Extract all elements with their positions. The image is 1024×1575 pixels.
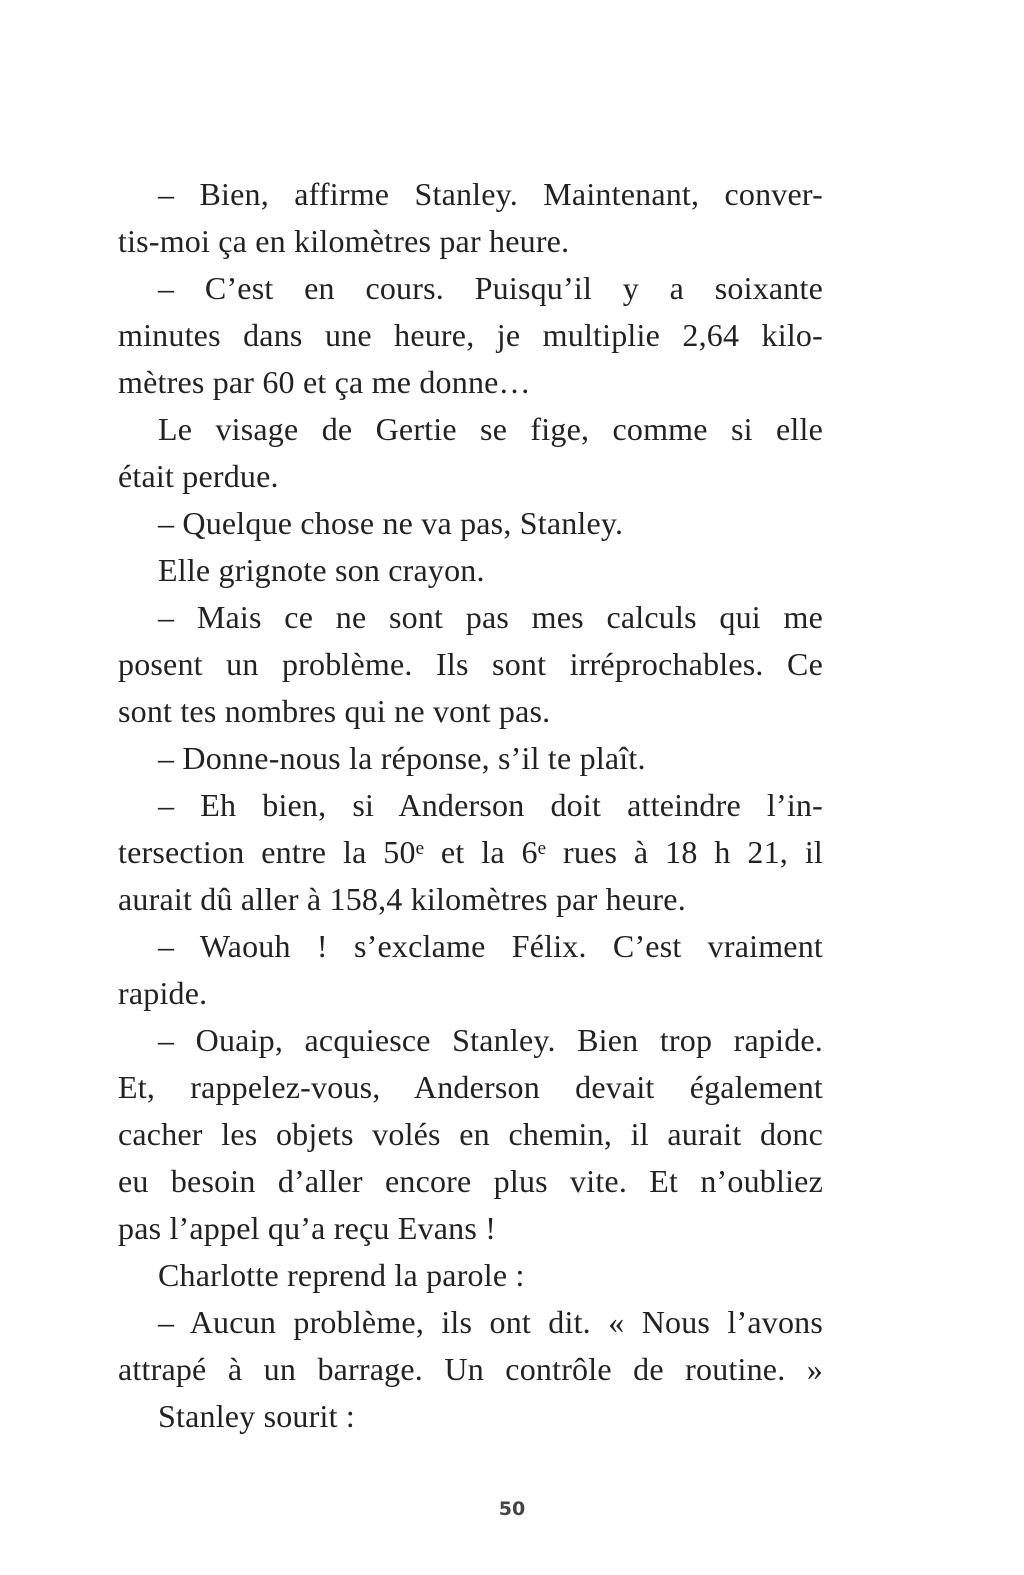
text-line: rapide. <box>118 975 208 1011</box>
text-line: aurait dû aller à 158,4 kilomètres par heure. <box>118 881 686 917</box>
text-line: Le visage de Gertie se fige, comme si elle <box>158 411 823 447</box>
text-line: posent un problème. Ils sont irréprochables. Ce <box>118 646 823 682</box>
text-line: – Mais ce ne sont pas mes calculs qui me <box>158 599 823 635</box>
text-line: tis-moi ça en kilomètres par heure. <box>118 223 570 259</box>
text-line: – Bien, affirme Stanley. Maintenant, conver- <box>158 176 823 212</box>
text-line: Stanley sourit : <box>158 1398 355 1434</box>
text-line: – Eh bien, si Anderson doit atteindre l’in- <box>158 787 823 823</box>
text-line: – Quelque chose ne va pas, Stanley. <box>158 505 624 541</box>
text-line: eu besoin d’aller encore plus vite. Et n’oubliez <box>118 1163 823 1199</box>
text-line: était perdue. <box>118 458 279 494</box>
text-line: – Waouh ! s’exclame Félix. C’est vraiment <box>158 928 823 964</box>
text-line: tersection entre la 50ᵉ et la 6ᵉ rues à 18 h 21, il <box>118 834 823 870</box>
text-line: Charlotte reprend la parole : <box>158 1257 525 1293</box>
text-line: attrapé à un barrage. Un contrôle de routine. » <box>118 1351 823 1387</box>
text-line: – Aucun problème, ils ont dit. « Nous l’avons <box>158 1304 823 1340</box>
text-line: minutes dans une heure, je multiplie 2,64 kilo- <box>118 317 823 353</box>
text-line: pas l’appel qu’a reçu Evans ! <box>118 1210 497 1246</box>
text-line: – Donne-nous la réponse, s’il te plaît. <box>158 740 646 776</box>
text-line: – C’est en cours. Puisqu’il y a soixante <box>158 270 823 306</box>
text-line: Elle grignote son crayon. <box>158 552 485 588</box>
text-line: – Ouaip, acquiesce Stanley. Bien trop rapide. <box>158 1022 823 1058</box>
text-line: Et, rappelez-vous, Anderson devait également <box>118 1069 823 1105</box>
text-line: cacher les objets volés en chemin, il aurait donc <box>118 1116 823 1152</box>
text-line: sont tes nombres qui ne vont pas. <box>118 693 551 729</box>
page-number: 50 <box>498 1498 526 1520</box>
text-line: mètres par 60 et ça me donne… <box>118 364 531 400</box>
